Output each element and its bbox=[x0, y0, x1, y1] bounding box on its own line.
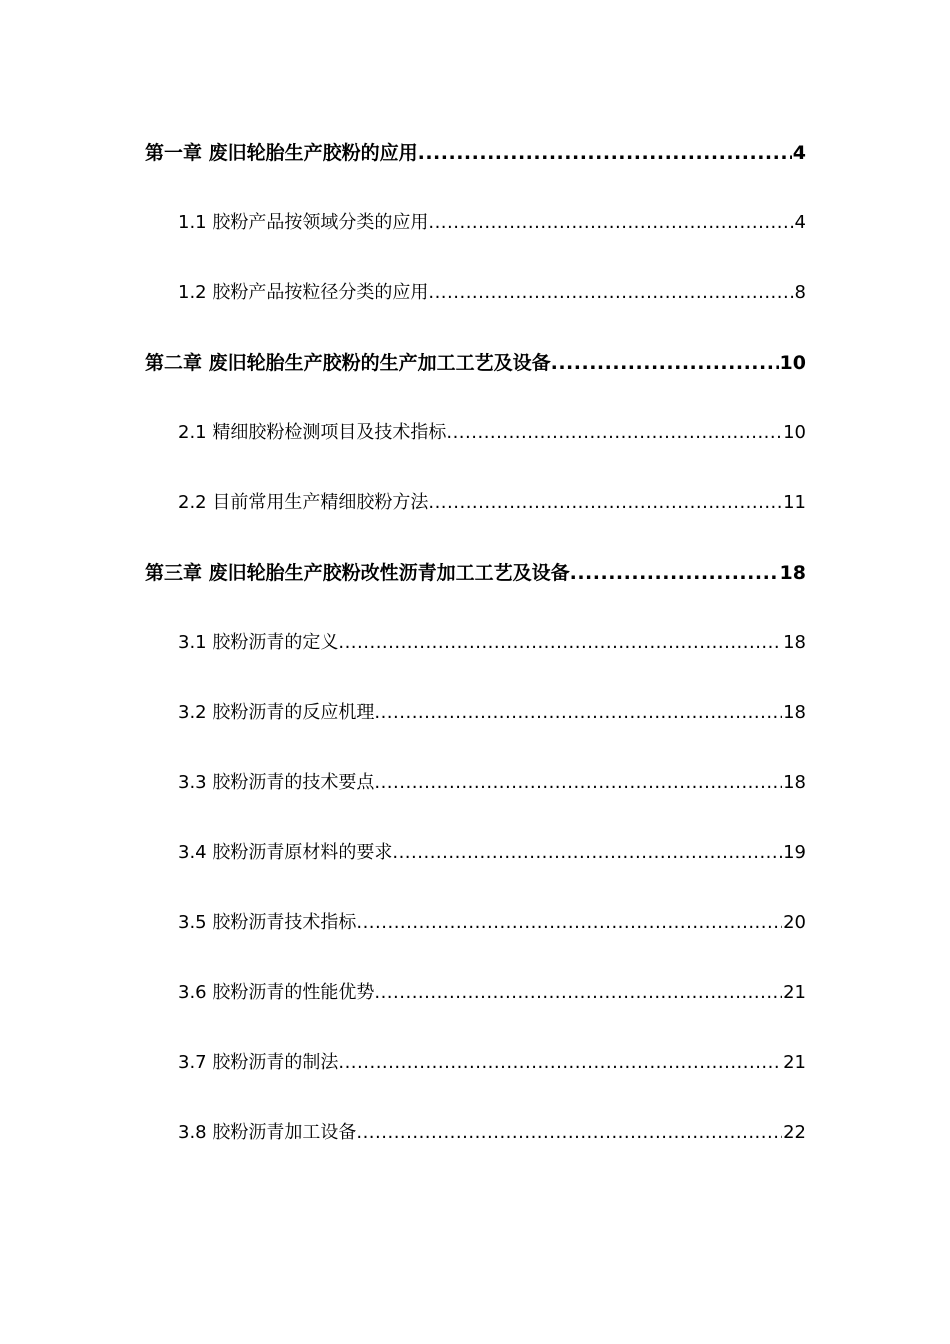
toc-entry-title: 2.1 精细胶粉检测项目及技术指标 bbox=[178, 422, 447, 443]
dot-leader bbox=[356, 1098, 782, 1168]
toc-entry-title: 3.6 胶粉沥青的性能优势 bbox=[178, 982, 375, 1003]
toc-entry-page-number: 8 bbox=[794, 282, 806, 303]
toc-entry-section-3-3[interactable] bbox=[145, 748, 806, 818]
toc-entry-page-number: 18 bbox=[783, 772, 806, 793]
toc-entry-title: 1.1 胶粉产品按领域分类的应用 bbox=[178, 212, 429, 233]
dot-leader bbox=[570, 538, 779, 608]
dot-leader bbox=[374, 958, 782, 1028]
dot-leader bbox=[356, 888, 782, 958]
toc-entry-title: 3.7 胶粉沥青的制法 bbox=[178, 1052, 339, 1073]
toc-entry-section-1-1[interactable] bbox=[145, 188, 806, 258]
toc-entry-page-number: 10 bbox=[779, 352, 806, 374]
dot-leader bbox=[428, 188, 793, 258]
toc-entry-page-number: 10 bbox=[783, 422, 806, 443]
dot-leader bbox=[418, 118, 792, 188]
toc-entry-chapter-3[interactable] bbox=[145, 538, 806, 608]
toc-entry-page-number: 21 bbox=[783, 1052, 806, 1073]
table-of-contents bbox=[145, 118, 806, 1168]
toc-entry-title: 第三章 废旧轮胎生产胶粉改性沥青加工工艺及设备 bbox=[145, 562, 570, 584]
toc-entry-page-number: 18 bbox=[779, 562, 806, 584]
toc-entry-page-number: 19 bbox=[783, 842, 806, 863]
toc-entry-page-number: 22 bbox=[783, 1122, 806, 1143]
toc-entry-section-3-6[interactable] bbox=[145, 958, 806, 1028]
toc-entry-page-number: 4 bbox=[794, 212, 806, 233]
toc-entry-title: 2.2 目前常用生产精细胶粉方法 bbox=[178, 492, 429, 513]
toc-entry-title: 3.4 胶粉沥青原材料的要求 bbox=[178, 842, 393, 863]
toc-entry-title: 1.2 胶粉产品按粒径分类的应用 bbox=[178, 282, 429, 303]
toc-entry-chapter-2[interactable] bbox=[145, 328, 806, 398]
dot-leader bbox=[551, 328, 779, 398]
toc-entry-section-1-2[interactable] bbox=[145, 258, 806, 328]
toc-entry-page-number: 4 bbox=[792, 142, 806, 164]
toc-entry-title: 3.1 胶粉沥青的定义 bbox=[178, 632, 339, 653]
toc-entry-page-number: 21 bbox=[783, 982, 806, 1003]
dot-leader bbox=[392, 818, 782, 888]
toc-entry-page-number: 18 bbox=[783, 632, 806, 653]
toc-entry-section-3-1[interactable] bbox=[145, 608, 806, 678]
dot-leader bbox=[338, 608, 782, 678]
toc-entry-section-3-8[interactable] bbox=[145, 1098, 806, 1168]
toc-entry-title: 第一章 废旧轮胎生产胶粉的应用 bbox=[145, 142, 418, 164]
toc-entry-section-3-2[interactable] bbox=[145, 678, 806, 748]
dot-leader bbox=[374, 678, 782, 748]
toc-entry-page-number: 11 bbox=[783, 492, 806, 513]
toc-entry-page-number: 20 bbox=[783, 912, 806, 933]
toc-entry-title: 3.3 胶粉沥青的技术要点 bbox=[178, 772, 375, 793]
toc-entry-title: 3.2 胶粉沥青的反应机理 bbox=[178, 702, 375, 723]
dot-leader bbox=[374, 748, 782, 818]
toc-entry-section-2-2[interactable] bbox=[145, 468, 806, 538]
toc-entry-title: 3.5 胶粉沥青技术指标 bbox=[178, 912, 357, 933]
dot-leader bbox=[428, 258, 793, 328]
toc-entry-chapter-1[interactable] bbox=[145, 118, 806, 188]
toc-entry-section-2-1[interactable] bbox=[145, 398, 806, 468]
toc-entry-page-number: 18 bbox=[783, 702, 806, 723]
toc-entry-section-3-7[interactable] bbox=[145, 1028, 806, 1098]
toc-entry-title: 第二章 废旧轮胎生产胶粉的生产加工工艺及设备 bbox=[145, 352, 551, 374]
dot-leader bbox=[428, 468, 782, 538]
dot-leader bbox=[338, 1028, 782, 1098]
dot-leader bbox=[446, 398, 782, 468]
toc-entry-section-3-4[interactable] bbox=[145, 818, 806, 888]
toc-entry-title: 3.8 胶粉沥青加工设备 bbox=[178, 1122, 357, 1143]
toc-entry-section-3-5[interactable] bbox=[145, 888, 806, 958]
